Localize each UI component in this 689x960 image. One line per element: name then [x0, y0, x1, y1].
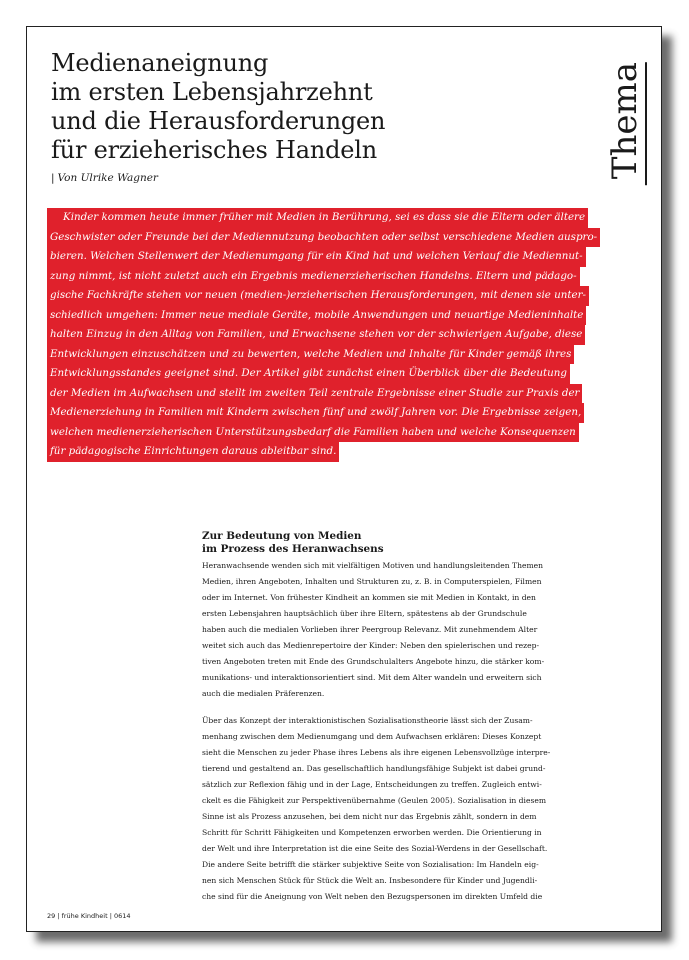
- title-line: und die Herausforderungen: [51, 107, 386, 135]
- text-line: sätzlich zur Reflexion fähig und in der Lage, Entscheidungen zu treffen. Zugleich entwi-: [202, 780, 542, 789]
- title-line: Medienaneignung: [51, 49, 269, 77]
- article-title: [51, 49, 385, 165]
- text-line: Die andere Seite betrifft die stärker subjektive Seite von Sozialisation: Im Handeln eig-: [202, 860, 539, 869]
- lead-line: Entwicklungsstandes geeignet sind. Der Artikel gibt zunächst einen Überblick über die Bedeutung: [47, 364, 570, 384]
- lead-paragraph: [47, 208, 599, 462]
- lead-line: halten Einzug in den Alltag von Familien, und Erwachsene stehen vor der schwierigen Aufgabe, diese: [47, 325, 585, 345]
- text-line: Heranwachsende wenden sich mit vielfältigen Motiven und handlungsleitenden Themen: [202, 561, 544, 570]
- text-line: menhang zwischen dem Medienumgang und dem Aufwachsen erklären: Dieses Konzept: [202, 732, 542, 741]
- author-name: Von Ulrike Wagner: [57, 172, 158, 184]
- text-line: tiven Angeboten treten mit Ende des Grundschulalters Angebote hinzu, die stärker kom-: [202, 657, 545, 666]
- text-line: auch die medialen Präferenzen.: [202, 689, 325, 698]
- title-line: im ersten Lebensjahrzehnt: [51, 78, 373, 106]
- byline-bar: |: [51, 172, 55, 184]
- author-byline: [51, 172, 158, 184]
- text-line: Über das Konzept der interaktionistischen Sozialisationstheorie lässt sich der Zusam-: [202, 716, 533, 725]
- lead-line: zung nimmt, ist nicht zuletzt auch ein Ergebnis medienerzieherischen Handelns. Eltern und pädago-: [47, 267, 580, 287]
- body-paragraph-1: [202, 558, 602, 702]
- page-footer: 29 | frühe Kindheit | 0614: [47, 912, 131, 920]
- text-line: Schritt für Schritt Fähigkeiten und Kompetenzen erworben werden. Die Orientierung in: [202, 828, 542, 837]
- text-line: tierend und gestaltend an. Das gesellschaftlich handlungsfähige Subjekt ist dabei grund-: [202, 764, 546, 773]
- text-line: Medien, ihren Angeboten, Inhalten und Strukturen zu, z. B. in Computerspielen, Filmen: [202, 577, 542, 586]
- section-tab-label: Thema: [605, 62, 647, 185]
- section-heading: [202, 530, 602, 556]
- lead-line: gische Fachkräfte stehen vor neuen (medien-)erzieherischen Herausforderungen, mit denen sie unter-: [47, 286, 589, 306]
- body-column: [202, 530, 602, 905]
- section-tab: [602, 35, 650, 185]
- section-heading-line: Zur Bedeutung von Medien: [202, 530, 362, 542]
- text-line: nen sich Menschen Stück für Stück die Welt an. Insbesondere für Kinder und Jugendli-: [202, 876, 538, 885]
- lead-line: Entwicklungen einzuschätzen und zu bewerten, welche Medien und Inhalte für Kinder gemäß ihres: [47, 345, 574, 365]
- lead-line: der Medien im Aufwachsen und stellt im zweiten Teil zentrale Ergebnisse einer Studie zur Praxis der: [47, 384, 582, 404]
- lead-line: schiedlich umgehen: Immer neue mediale Geräte, mobile Anwendungen und neuartige Medieninhalte: [47, 306, 586, 326]
- lead-line: welchen medienerzieherischen Unterstützungsbedarf die Familien haben und welche Konsequenzen: [47, 423, 579, 443]
- body-paragraph-2: [202, 713, 602, 905]
- lead-line: für pädagogische Einrichtungen daraus ableitbar sind.: [47, 442, 339, 462]
- text-line: ckelt es die Fähigkeit zur Perspektivenübernahme (Geulen 2005). Sozialisation in diesem: [202, 796, 547, 805]
- section-heading-line: im Prozess des Heranwachsens: [202, 543, 384, 555]
- text-line: der Welt und ihre Interpretation ist die eine Seite des Sozial-Werdens in der Gesellschaft.: [202, 844, 548, 853]
- text-line: munikations- und interaktionsorientiert sind. Mit dem Alter wandeln und erweitern sich: [202, 673, 542, 682]
- title-line: für erzieherisches Handeln: [51, 136, 378, 164]
- text-line: che sind für die Aneignung von Welt neben den Bezugspersonen im direkten Umfeld die: [202, 892, 543, 901]
- lead-line: Geschwister oder Freunde bei der Mediennutzung beobachten oder selbst verschiedene Medien auspro-: [47, 228, 600, 248]
- lead-line: bieren. Welchen Stellenwert der Medienumgang für ein Kind hat und welchen Verlauf die Mediennut-: [47, 247, 586, 267]
- text-line: Sinne ist als Prozess anzusehen, bei dem nicht nur das Ergebnis zählt, sondern in dem: [202, 812, 537, 821]
- lead-line: Medienerziehung in Familien mit Kindern zwischen fünf und zwölf Jahren vor. Die Ergebnisse zeigen,: [47, 403, 584, 423]
- text-line: sieht die Menschen zu jeder Phase ihres Lebens als ihre eigenen Lebensvollzüge interpre-: [202, 748, 551, 757]
- text-line: haben auch die medialen Vorlieben ihrer Peergroup Relevanz. Mit zunehmendem Alter: [202, 625, 538, 634]
- text-line: ersten Lebensjahren hauptsächlich über ihre Eltern, spätestens ab der Grundschule: [202, 609, 527, 618]
- text-line: oder im Internet. Von frühester Kindheit an kommen sie mit Medien in Kontakt, in den: [202, 593, 536, 602]
- lead-line: Kinder kommen heute immer früher mit Medien in Berührung, sei es dass sie die Eltern oder ältere: [47, 208, 588, 228]
- magazine-page: [26, 26, 662, 932]
- text-line: weitet sich auch das Medienrepertoire der Kinder: Neben den spielerischen und rezep-: [202, 641, 540, 650]
